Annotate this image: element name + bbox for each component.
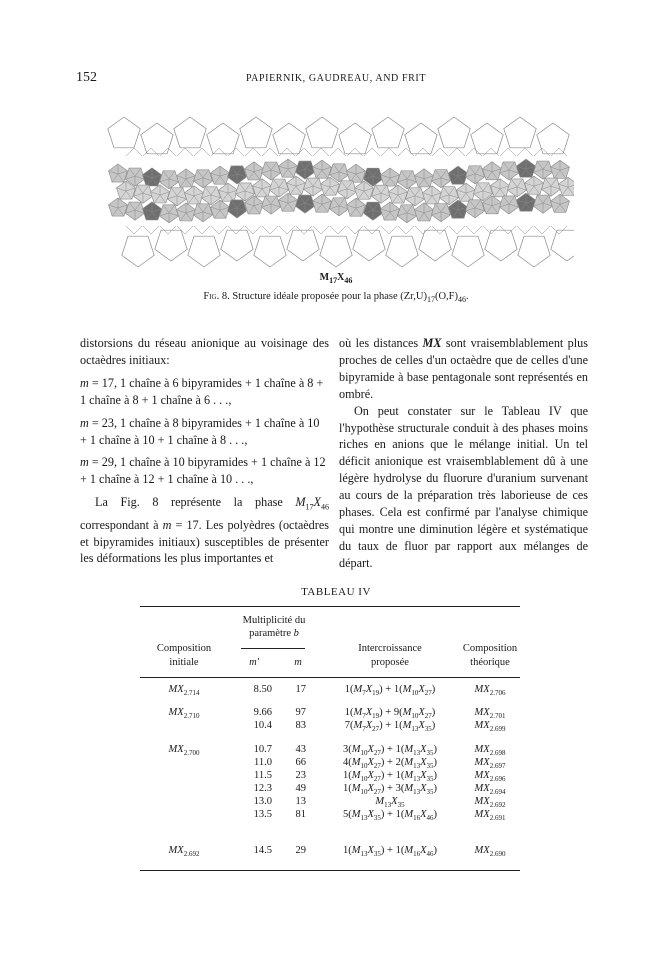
cell-composition-theorique: $MX_{2.698}$ <box>474 744 506 758</box>
cell-m: 81 <box>295 809 306 820</box>
cell-intercroissance: $3(M_{10}X_{27}) + 1(M_{13}X_{35})$ <box>342 744 437 758</box>
cell-composition-theorique: $MX_{2.690}$ <box>474 845 506 859</box>
cell-m: 97 <box>295 707 306 718</box>
cell-m-prime: 10.7 <box>253 744 272 755</box>
list-item: m = 23, 1 chaîne à 8 bipyramides + 1 chaîne à 10 + 1 chaîne à 10 + 1 chaîne à 8 . . ., <box>80 415 320 447</box>
left-column <box>80 335 329 567</box>
right-column <box>339 335 588 572</box>
cell-m: 66 <box>295 757 306 768</box>
paragraph: où les distances MX sont vraisemblablement plus proches de celles d'un octaèdre que de celles d'une bipyramide à base pentagonale sont représentés en ombré. <box>339 336 588 401</box>
table-rule-top <box>140 606 520 607</box>
cell-composition-theorique: $MX_{2.694}$ <box>474 783 506 797</box>
cell-composition-theorique: $MX_{2.699}$ <box>474 720 506 734</box>
cell-intercroissance: $1(M_{10}X_{27}) + 3(M_{13}X_{35})$ <box>342 783 437 797</box>
cell-m-prime: 14.5 <box>253 845 272 856</box>
header-composition-initiale-2: initiale <box>169 657 199 668</box>
cell-intercroissance: $7(M_7X_{27}) + 1(M_{13}X_{35})$ <box>344 720 436 734</box>
cell-m-prime: 11.0 <box>254 757 272 768</box>
cell-m-prime: 9.66 <box>253 707 272 718</box>
cell-intercroissance: $1(M_7X_{19}) + 9(M_{10}X_{27})$ <box>344 707 436 721</box>
figure-caption: Fig. 8. Structure idéale proposée pour la phase $(Zr,U)_{17}(O,F)_{46}$. <box>203 291 469 305</box>
cell-intercroissance: $M_{13}X_{35}$ <box>375 796 405 810</box>
header-multiplicite: Multiplicité du <box>242 615 306 626</box>
header-composition-theorique-1: Composition <box>462 643 518 654</box>
cell-composition-initiale: $MX_{2.714}$ <box>168 684 200 698</box>
cell-intercroissance: $1(M_{10}X_{27}) + 1(M_{13}X_{35})$ <box>342 770 437 784</box>
cell-composition-initiale: $MX_{2.710}$ <box>168 707 200 721</box>
table-title: TABLEAU IV <box>301 586 371 598</box>
structure-figure <box>104 108 574 273</box>
cell-m-prime: 13.0 <box>253 796 272 807</box>
cell-m: 29 <box>295 845 306 856</box>
cell-intercroissance: $5(M_{13}X_{35}) + 1(M_{16}X_{46})$ <box>342 809 437 823</box>
cell-m-prime: 12.3 <box>253 783 272 794</box>
cell-m-prime: 13.5 <box>253 809 272 820</box>
cell-composition-theorique: $MX_{2.697}$ <box>474 757 506 771</box>
header-intercroissance-2: proposée <box>371 657 409 668</box>
table-rule-bottom <box>140 870 520 871</box>
cell-m-prime: 10.4 <box>253 720 272 731</box>
list-item: m = 17, 1 chaîne à 6 bipyramides + 1 chaîne à 8 + 1 chaîne à 8 + 1 chaîne à 6 . . ., <box>80 375 324 407</box>
header-intercroissance-1: Intercroissance <box>358 643 422 654</box>
header-composition-theorique-2: théorique <box>470 657 510 668</box>
cell-m: 49 <box>295 783 306 794</box>
cell-m: 23 <box>295 770 306 781</box>
cell-composition-theorique: $MX_{2.691}$ <box>474 809 506 823</box>
cell-composition-initiale: $MX_{2.700}$ <box>168 744 200 758</box>
cell-m-prime: 8.50 <box>253 684 272 695</box>
list-item: m = 29, 1 chaîne à 10 bipyramides + 1 chaîne à 12 + 1 chaîne à 12 + 1 chaîne à 10 . . ., <box>80 455 326 487</box>
cell-composition-theorique: $MX_{2.706}$ <box>474 684 506 698</box>
cell-m-prime: 11.5 <box>254 770 272 781</box>
running-head: PAPIERNIK, GAUDREAU, AND FRIT <box>245 73 427 84</box>
cell-composition-theorique: $MX_{2.692}$ <box>474 796 506 810</box>
paragraph: La Fig. 8 représente la phase $M_{17}X_{46}$ correspondant à m = 17. Les polyèdres (octaèdres et bipyramides initiaux) susceptibles de présenter les déformations les plus importantes et <box>80 495 329 566</box>
cell-composition-theorique: $MX_{2.696}$ <box>474 770 506 784</box>
cell-m: 43 <box>295 744 306 755</box>
header-composition-initiale-1: Composition <box>156 643 212 654</box>
header-m: m <box>294 657 302 668</box>
cell-intercroissance: $1(M_{13}X_{35}) + 1(M_{16}X_{46})$ <box>342 845 437 859</box>
paragraph: On peut constater sur le Tableau IV que l'hypothèse structurale conduit à des phases moins riches en anions que le mélange initial. Un tel déficit anionique est vraisemblablement dû à une légère hydrolyse du fluorure d'uranium survenant au cours de la préparation très laborieuse de ces phases. Cela est confirmé par l'analyse chimique qui montre une diminution légère et systématique du taux de fluor par rapport aux mélanges de départ. <box>339 403 588 570</box>
cell-intercroissance: $1(M_7X_{19}) + 1(M_{10}X_{27})$ <box>344 684 436 698</box>
cell-m: 17 <box>295 684 306 695</box>
table-rule-multiplicite <box>241 648 305 649</box>
page-number: 152 <box>76 70 97 85</box>
header-parametre: paramètre b <box>249 628 299 639</box>
cell-m: 13 <box>295 796 306 807</box>
table-rule-header <box>140 677 520 678</box>
cell-composition-theorique: $MX_{2.701}$ <box>474 707 506 721</box>
header-m-prime: m' <box>249 657 259 668</box>
figure-label: $M_{17}X_{46}$ <box>319 272 353 285</box>
cell-intercroissance: $4(M_{10}X_{27}) + 2(M_{13}X_{35})$ <box>342 757 437 771</box>
cell-m: 83 <box>295 720 306 731</box>
paragraph: distorsions du réseau anionique au voisinage des octaèdres initiaux: <box>80 336 329 367</box>
cell-composition-initiale: $MX_{2.692}$ <box>168 845 200 859</box>
